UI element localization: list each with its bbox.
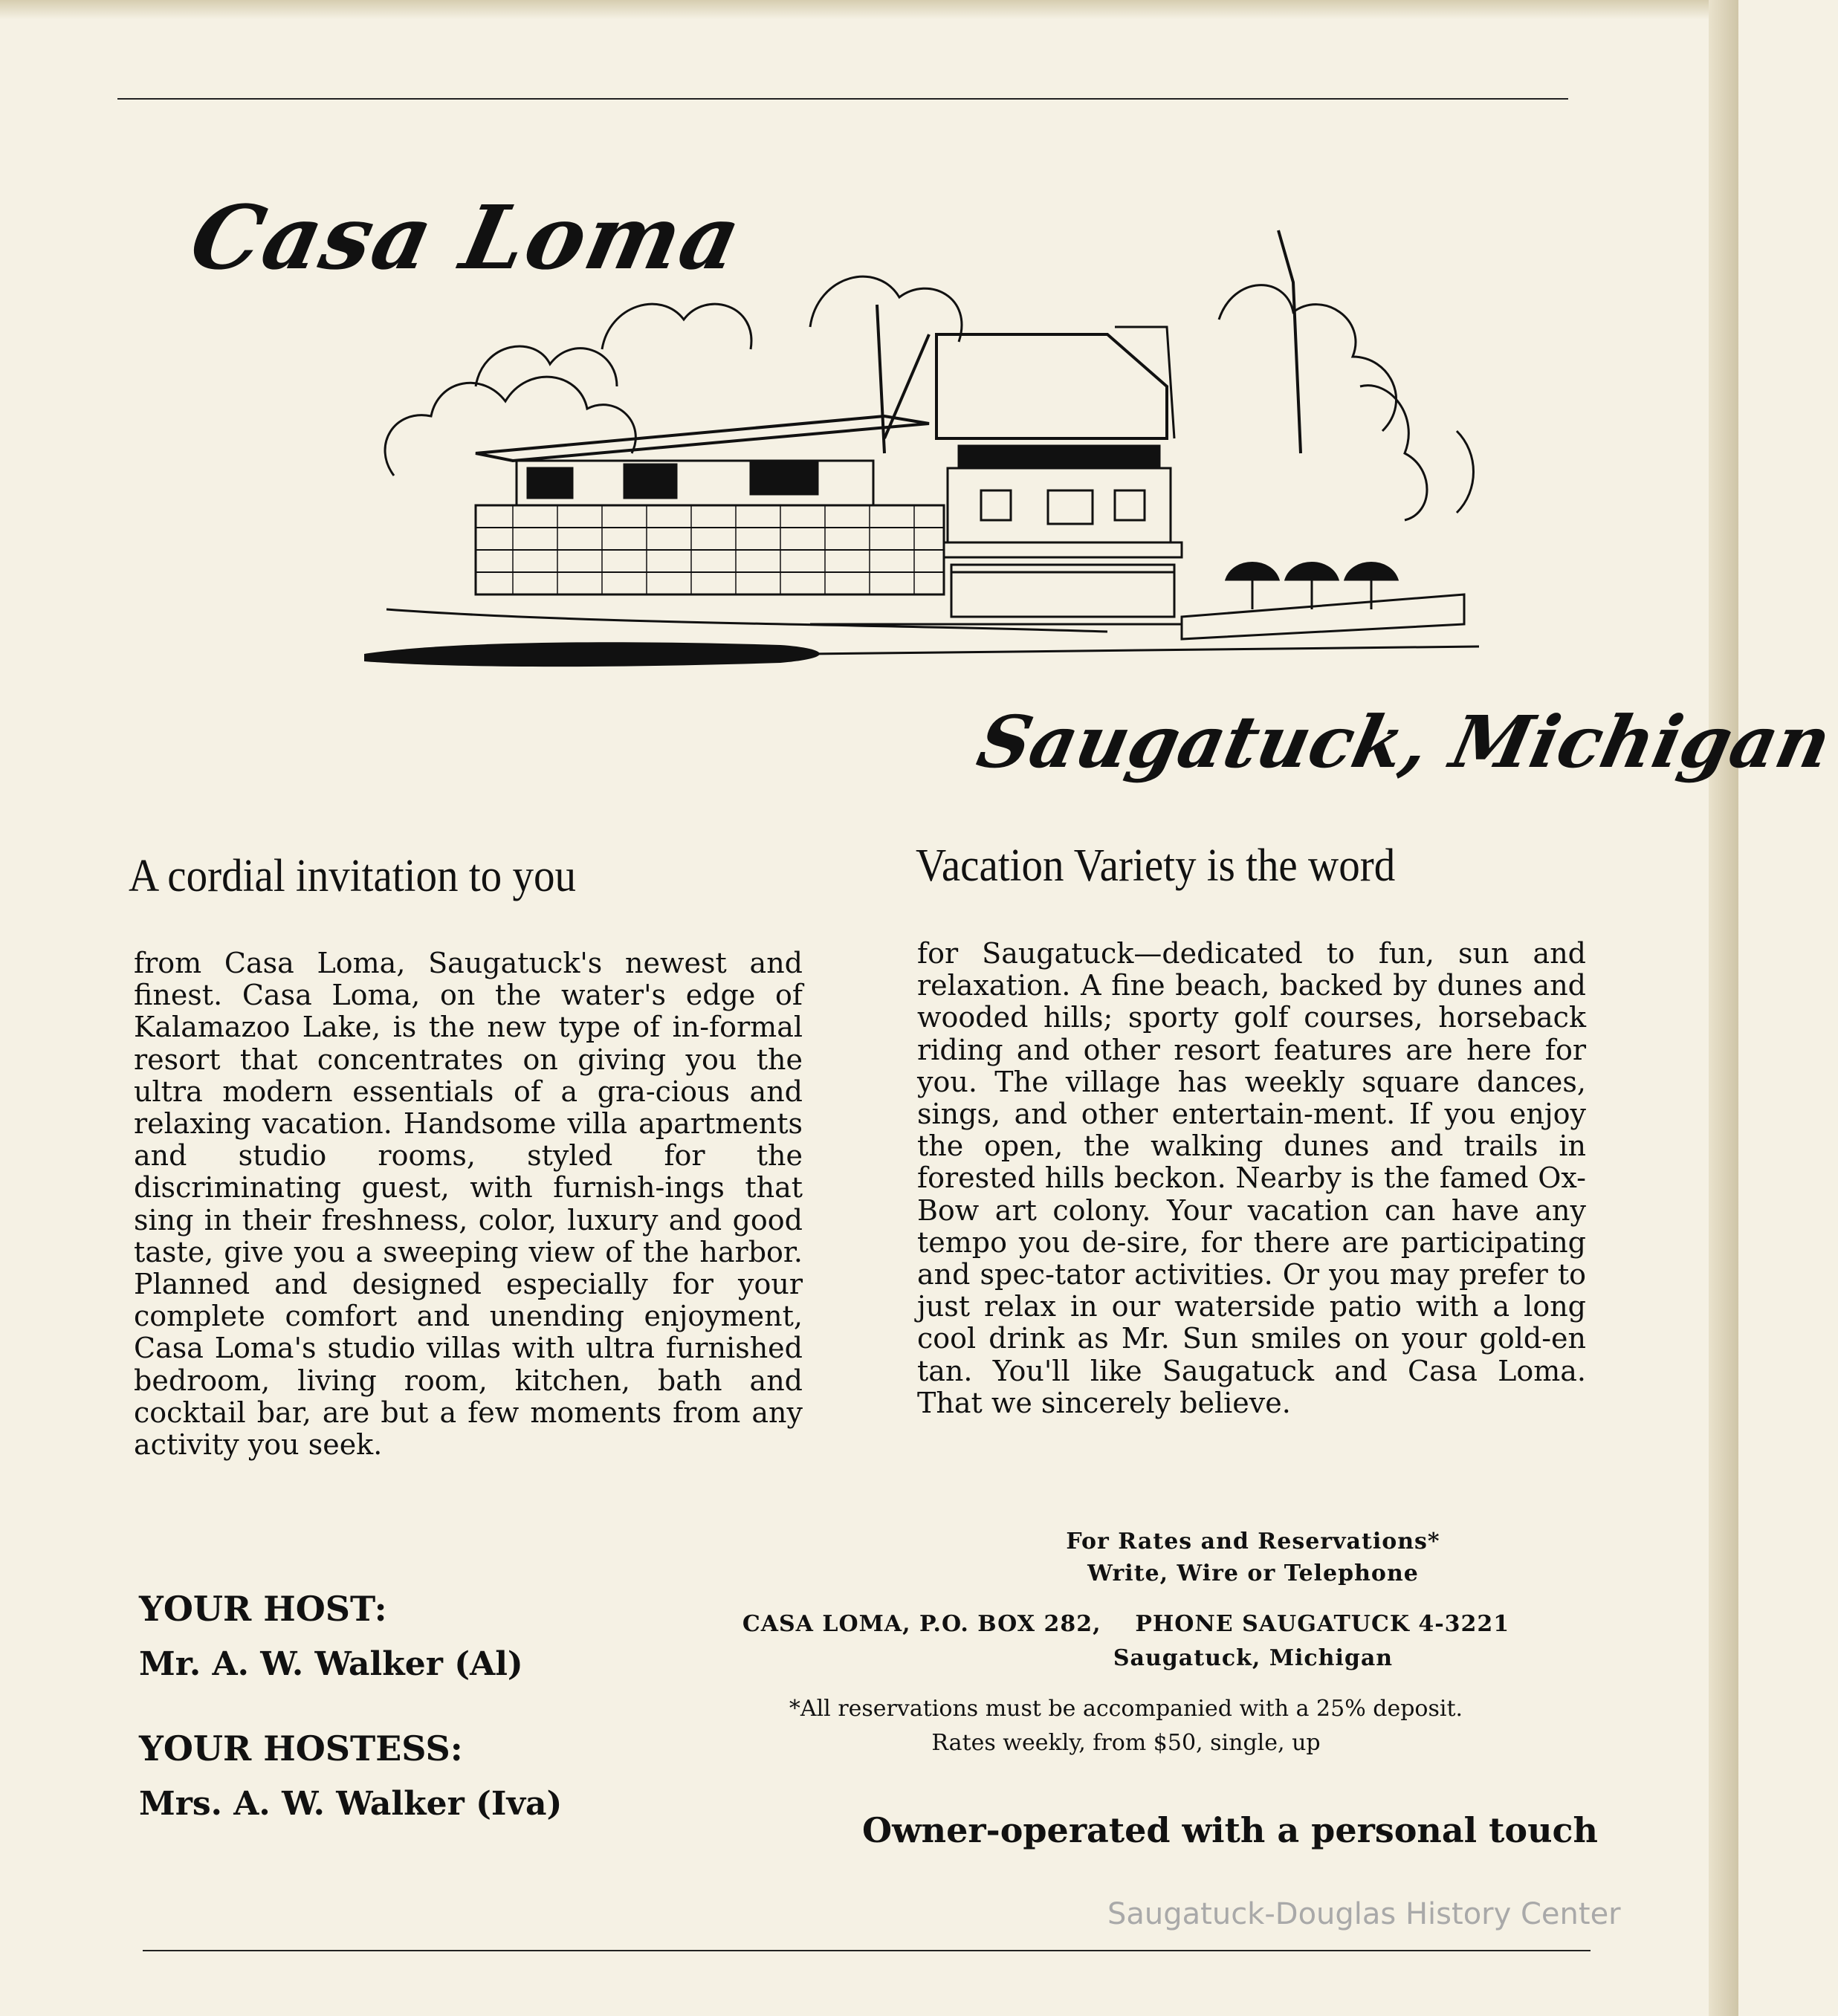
page-top-shadow — [0, 0, 1738, 19]
watermark: Saugatuck-Douglas History Center — [1107, 1897, 1621, 1931]
reservations-line2: Write, Wire or Telephone — [1087, 1560, 1419, 1586]
right-heading: Vacation Variety is the word — [916, 840, 1396, 891]
reservations-line1: For Rates and Reservations* — [1066, 1529, 1440, 1555]
deposit-note: *All reservations must be accompanied with a 25% deposit. — [789, 1696, 1463, 1722]
bottom-rule — [143, 1950, 1591, 1951]
rates-note: Rates weekly, from $50, single, up — [931, 1730, 1321, 1756]
top-rule — [117, 98, 1568, 100]
hostess-label: YOUR HOSTESS: — [139, 1728, 463, 1769]
brand-title: Casa Loma — [182, 186, 751, 289]
reservations-address: CASA LOMA, P.O. BOX 282, PHONE SAUGATUCK 4-3221 — [742, 1611, 1510, 1637]
resort-illustration — [364, 208, 1494, 669]
tagline: Owner-operated with a personal touch — [862, 1810, 1598, 1850]
reservations-city: Saugatuck, Michigan — [1113, 1645, 1394, 1671]
right-body: for Saugatuck—dedicated to fun, sun and relaxation. A fine beach, backed by dunes and wooded hills; sporty golf courses, horseback riding and other resort features are here for you. The village has weekly square dances, sings, and other entertain-ment. If you enjoy the open, the walking dunes and trails in forested hills beckon. Nearby is the famed Ox-Bow art colony. Your vacation can have any tempo you de-sire, for there are participating and spec-tator activities. Or you may prefer to just relax in our waterside patio with a long cool drink as Mr. Sun smiles on your gold-en tan. You'll like Saugatuck and Casa Loma. That we sincerely believe. — [917, 937, 1586, 1419]
left-heading: A cordial invitation to you — [129, 851, 577, 901]
hostess-name: Mrs. A. W. Walker (Iva) — [139, 1785, 563, 1823]
page-edge-shadow — [1709, 0, 1738, 2016]
left-body: from Casa Loma, Saugatuck's newest and finest. Casa Loma, on the water's edge of Kalamazoo Lake, is the new type of in-formal resort that concentrates on giving you the ultra modern essentials of a gra-cious and relaxing vacation. Handsome villa apartments and studio rooms, styled for the discriminating guest, with furnish-ings that sing in their freshness, color, luxury and good taste, give you a sweeping view of the harbor. Planned and designed especially for your complete comfort and unending enjoyment, Casa Loma's studio villas with ultra furnished bedroom, living room, kitchen, bath and cocktail bar, are but a few moments from any activity you seek. — [134, 947, 803, 1462]
location-title: Saugatuck, Michigan — [970, 700, 1838, 784]
host-name: Mr. A. W. Walker (Al) — [139, 1645, 523, 1683]
host-label: YOUR HOST: — [139, 1589, 387, 1629]
